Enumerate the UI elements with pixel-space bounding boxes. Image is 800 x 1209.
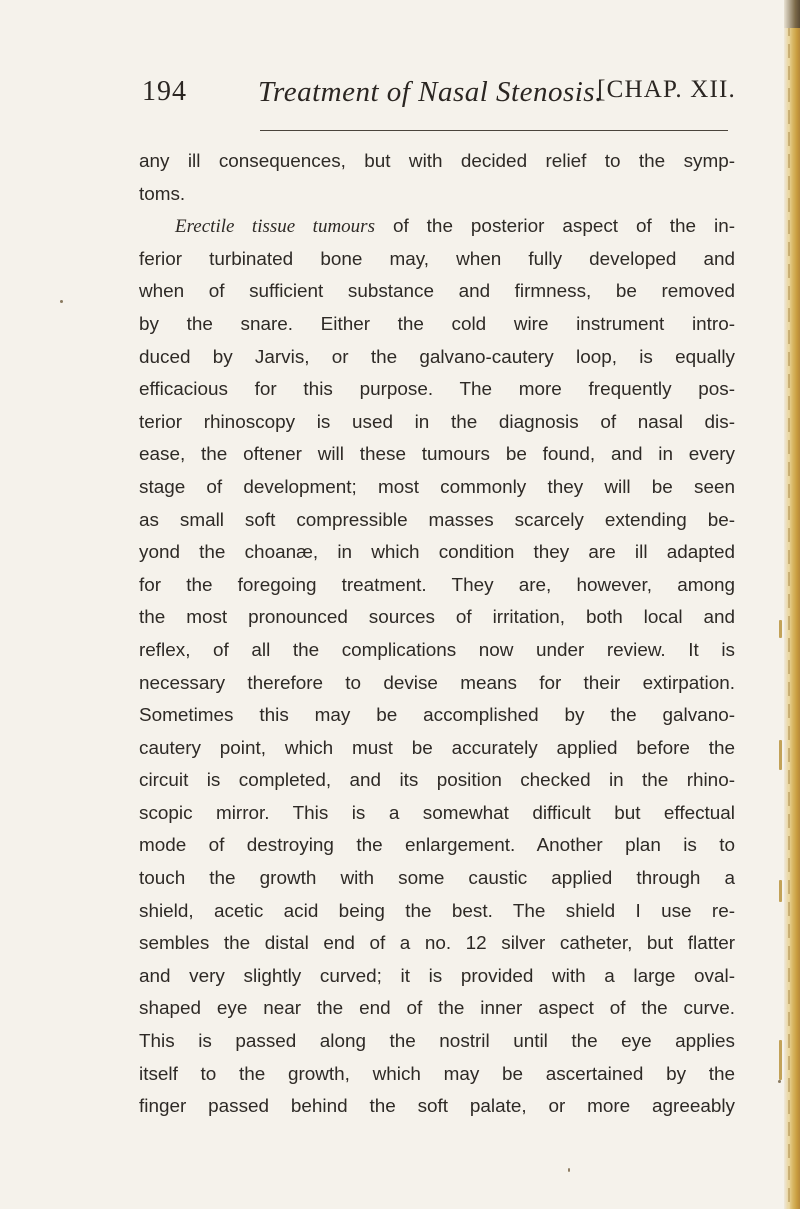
text-line: as small soft compressible masses scarcely extending be-: [139, 509, 735, 531]
italic-term: Erectile tissue tumours: [175, 216, 375, 238]
running-title: Treatment of Nasal Stenosis.: [258, 76, 603, 108]
paper-speck: [778, 1080, 781, 1083]
edge-marks: [770, 620, 784, 1180]
edge-mark: [779, 880, 782, 902]
text-line: finger passed behind the soft palate, or more agreeably: [139, 1096, 735, 1118]
text-line: shield, acetic acid being the best. The shield I use re-: [139, 900, 735, 922]
text-line: scopic mirror. This is a somewhat difficult but effectual: [139, 802, 735, 824]
text-line: toms.: [139, 183, 186, 205]
edge-mark: [779, 740, 782, 770]
text-line-italic-lead: [139, 211, 735, 244]
text-line: stage of development; most commonly they will be seen: [139, 476, 735, 498]
edge-mark: [779, 620, 782, 638]
paper-speck: [60, 300, 63, 303]
body-text: [139, 146, 735, 1124]
text-line: touch the growth with some caustic applied through a: [139, 868, 735, 890]
text-line: sembles the distal end of a no. 12 silver catheter, but flatter: [139, 933, 735, 955]
text-line: ferior turbinated bone may, when fully developed and: [139, 248, 735, 270]
page-number: 194: [142, 76, 187, 107]
text-line: the most pronounced sources of irritation, both local and: [139, 607, 735, 629]
text-line: terior rhinoscopy is used in the diagnosis of nasal dis-: [139, 411, 735, 433]
text-fragment: of the posterior aspect of the in-: [392, 216, 736, 238]
text-line: shaped eye near the end of the inner aspect of the curve.: [139, 998, 735, 1020]
text-line: duced by Jarvis, or the galvano-cautery loop, is equally: [139, 346, 735, 368]
gilded-page-edge: [784, 0, 800, 1209]
text-line: necessary therefore to devise means for their extirpation.: [139, 672, 735, 694]
text-line: yond the choanæ, in which condition they are ill adapted: [139, 542, 735, 564]
text-line: when of sufficient substance and firmness, be removed: [139, 281, 735, 303]
header-rule: [260, 130, 728, 131]
page-edge-shadow: [784, 0, 800, 28]
text-line: any ill consequences, but with decided relief to the symp-: [139, 151, 735, 172]
running-head: [142, 76, 736, 116]
text-line: cautery point, which must be accurately applied before the: [139, 737, 735, 759]
text-line: and very slightly curved; it is provided with a large oval-: [139, 965, 735, 987]
text-line: mode of destroying the enlargement. Another plan is to: [139, 835, 735, 857]
edge-mark: [779, 1040, 782, 1080]
text-line: by the snare. Either the cold wire instrument intro-: [139, 313, 735, 335]
chapter-label: [CHAP. XII.: [597, 76, 736, 103]
text-line: Sometimes this may be accomplished by the galvano-: [139, 705, 735, 727]
text-line: itself to the growth, which may be ascertained by the: [139, 1063, 735, 1085]
paper-speck: [568, 1168, 570, 1172]
text-line: ease, the oftener will these tumours be found, and in every: [139, 444, 735, 466]
text-line: This is passed along the nostril until the eye applies: [139, 1031, 735, 1053]
text-line: efficacious for this purpose. The more frequently pos-: [139, 379, 735, 401]
text-line: circuit is completed, and its position checked in the rhino-: [139, 770, 735, 792]
text-line: for the foregoing treatment. They are, however, among: [139, 574, 735, 596]
text-line: reflex, of all the complications now under review. It is: [139, 639, 735, 661]
